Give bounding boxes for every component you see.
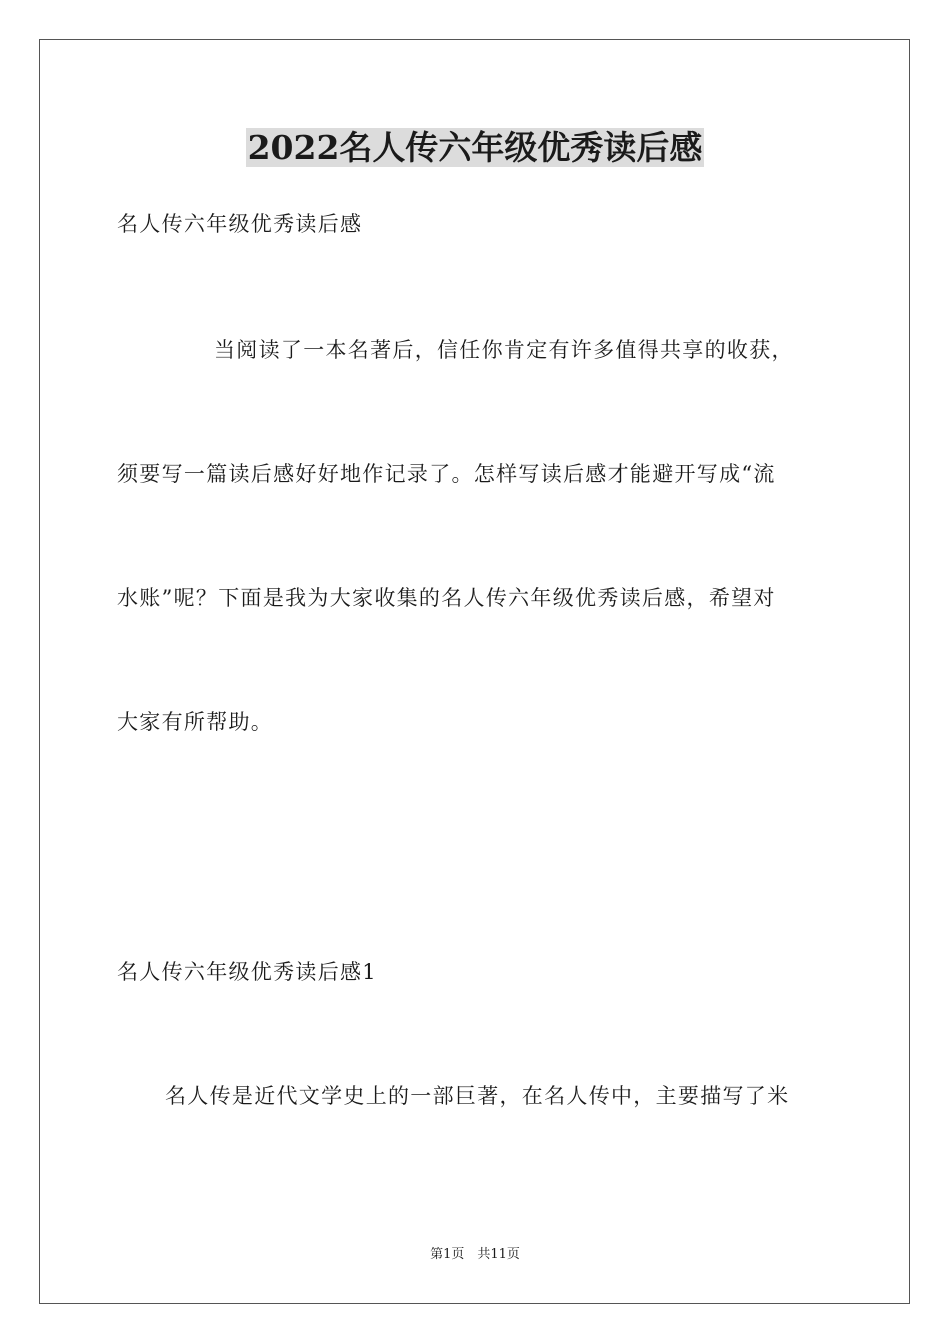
section-heading: 名人传六年级优秀读后感1 — [117, 960, 377, 984]
document-title — [0, 126, 950, 170]
intro-line-2: 须要写一篇读后感好好地作记录了。怎样写读后感才能避开写成“流 — [117, 462, 776, 486]
section-line-1: 名人传是近代文学史上的一部巨著，在名人传中，主要描写了米 — [165, 1084, 790, 1108]
intro-line-4: 大家有所帮助。 — [117, 710, 274, 734]
intro-line-3: 水账”呢？下面是我为大家收集的名人传六年级优秀读后感，希望对 — [117, 586, 776, 610]
subtitle: 名人传六年级优秀读后感 — [117, 212, 363, 236]
document-title-text: 2022名人传六年级优秀读后感 — [247, 128, 703, 167]
intro-line-1: 当阅读了一本名著后，信任你肯定有许多值得共享的收获， — [214, 338, 794, 362]
page-footer: 第1页 共11页 — [430, 1247, 520, 1262]
